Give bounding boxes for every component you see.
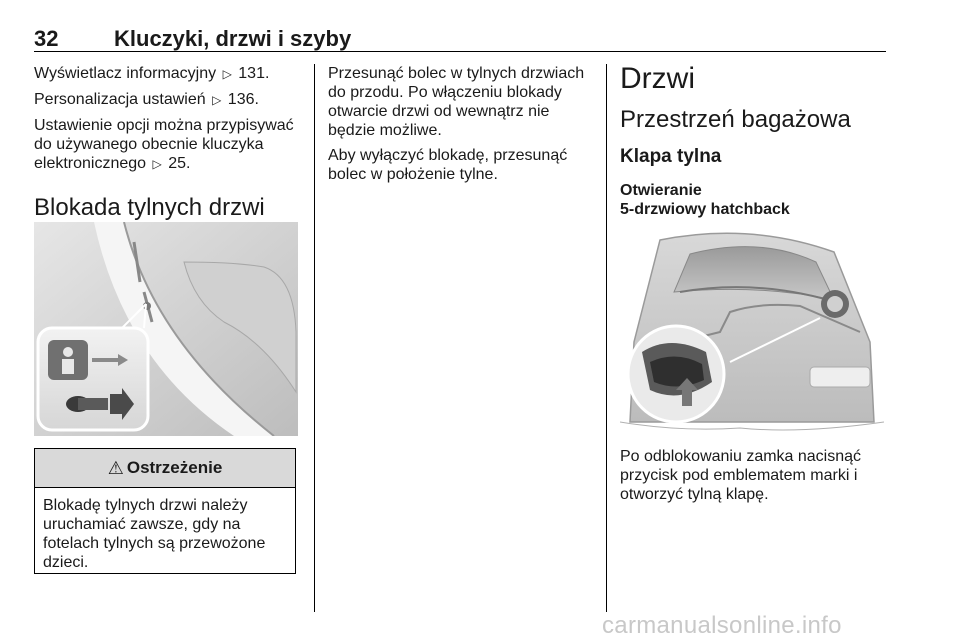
paragraph-disable-lock xyxy=(328,146,598,184)
column-divider-2 xyxy=(606,64,607,612)
paragraph-line: otworzyć tylną klapę. xyxy=(620,486,769,503)
paragraph-line: będzie możliwe. xyxy=(328,122,442,139)
paragraph-line: Po odblokowaniu zamka nacisnąć xyxy=(620,448,862,465)
paragraph-info-display xyxy=(34,64,304,84)
header-rule xyxy=(34,51,886,52)
page-reference[interactable]: 136. xyxy=(227,91,259,108)
paragraph-text: Wyświetlacz informacyjny xyxy=(34,65,217,82)
paragraph-line: Przesunąć bolec w tylnych drzwiach xyxy=(328,65,585,82)
paragraph-line: Ustawienie opcji można przypisywać xyxy=(34,117,294,134)
warning-line: Blokadę tylnych drzwi należy xyxy=(43,497,248,514)
chapter-title: Kluczyki, drzwi i szyby xyxy=(114,26,352,51)
page-header xyxy=(34,26,886,52)
paragraph-line: Aby wyłączyć blokadę, przesunąć xyxy=(328,147,568,164)
page-reference[interactable]: 25. xyxy=(168,155,191,172)
right-column xyxy=(620,62,890,219)
page-number: 32 xyxy=(34,26,59,51)
paragraph-line: bolec w położenie tylne. xyxy=(328,166,498,183)
tailgate-illustration xyxy=(620,222,884,434)
paragraph-move-pin xyxy=(328,64,598,140)
paragraph-key-settings xyxy=(34,116,304,174)
child-lock-illustration xyxy=(34,222,298,436)
section-heading-rear-door-lock: Blokada tylnych drzwi xyxy=(34,194,265,221)
section-subtitle-luggage-space: Przestrzeń bagażowa xyxy=(620,106,851,133)
paragraph-open-tailgate xyxy=(620,447,890,504)
section-title-doors: Drzwi xyxy=(620,62,695,95)
right-column-bottom xyxy=(620,447,890,510)
triangle-right-outline-icon: ▷ xyxy=(152,157,162,171)
triangle-right-outline-icon: ▷ xyxy=(222,67,232,81)
middle-column xyxy=(328,64,598,190)
warning-box xyxy=(34,448,296,574)
paragraph-line: otwarcie drzwi od wewnątrz nie xyxy=(328,103,550,120)
warning-body xyxy=(35,488,295,572)
heading-opening: Otwieranie xyxy=(620,182,702,199)
watermark: carmanualsonline.info xyxy=(602,612,842,639)
warning-title: Ostrzeżenie xyxy=(126,458,223,477)
column-divider-1 xyxy=(314,64,315,612)
paragraph-line: elektronicznego xyxy=(34,155,147,172)
warning-line: uruchamiać zawsze, gdy na xyxy=(43,516,241,533)
warning-header xyxy=(35,449,295,488)
triangle-right-outline-icon: ▷ xyxy=(212,93,222,107)
paragraph-personalization xyxy=(34,90,304,110)
paragraph-line: do przodu. Po włączeniu blokady xyxy=(328,84,562,101)
warning-line: fotelach tylnych są przewożone xyxy=(43,535,266,552)
warning-line: dzieci. xyxy=(43,554,89,571)
heading-hatchback: 5-drzwiowy hatchback xyxy=(620,201,790,218)
paragraph-text: Personalizacja ustawień xyxy=(34,91,206,108)
paragraph-line: przycisk pod emblematem marki i xyxy=(620,467,858,484)
heading-tailgate: Klapa tylna xyxy=(620,146,722,167)
page-reference[interactable]: 131. xyxy=(238,65,270,82)
paragraph-line: do używanego obecnie kluczyka xyxy=(34,136,264,153)
left-column xyxy=(34,64,304,222)
warning-triangle-icon: ⚠ xyxy=(107,457,124,478)
